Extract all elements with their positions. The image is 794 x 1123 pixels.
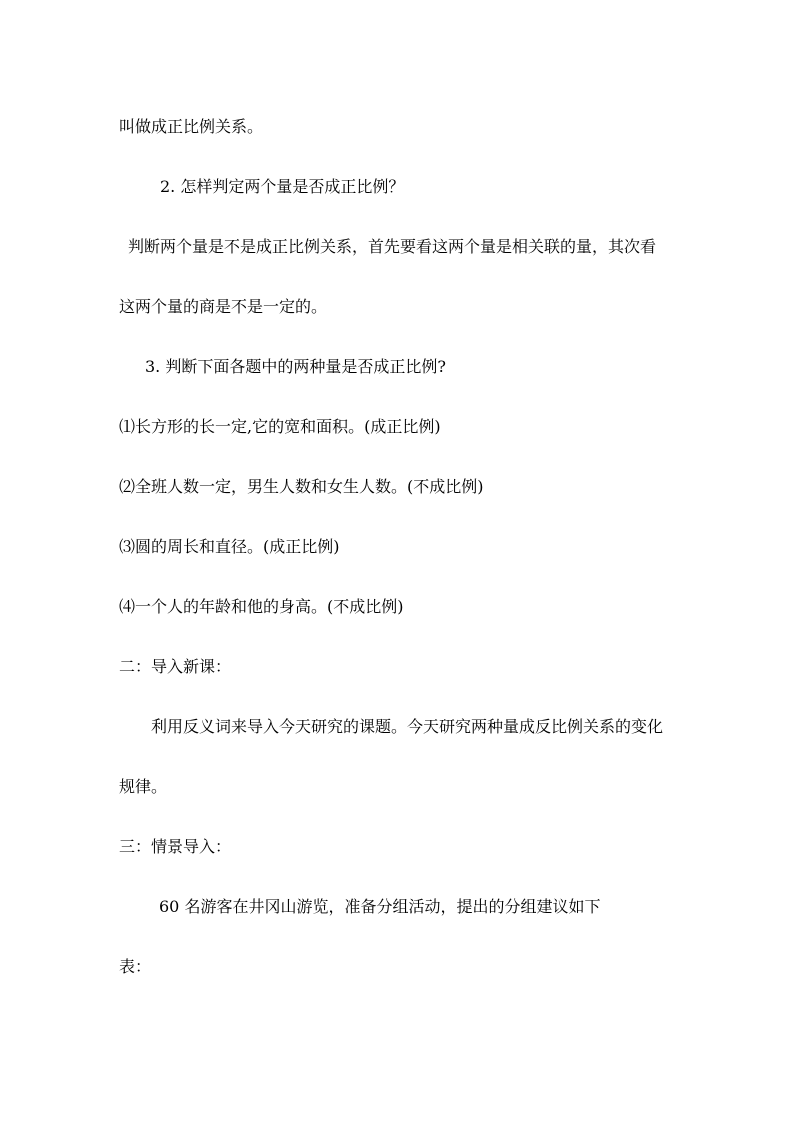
item-4: ⑷一个人的年龄和他的身高。(不成比例) — [119, 597, 404, 616]
item-1: ⑴长方形的长一定,它的宽和面积。(成正比例) — [119, 417, 441, 436]
answer-2-line-2: 这两个量的商是不是一定的。 — [119, 297, 328, 316]
paragraph-intro-line-2: 规律。 — [119, 777, 168, 796]
item-3: ⑶圆的周长和直径。(成正比例) — [119, 537, 340, 556]
paragraph-intro-line-1: 利用反义词来导入今天研究的课题。今天研究两种量成反比例关系的变化 — [151, 717, 664, 736]
item-2: ⑵全班人数一定，男生人数和女生人数。(不成比例) — [119, 477, 484, 496]
text-line-1: 叫做成正比例关系。 — [119, 117, 264, 136]
answer-2-line-1: 判断两个量是不是成正比例关系，首先要看这两个量是相关联的量，其次看 — [128, 237, 657, 256]
section-heading-2: 二：导入新课： — [119, 657, 232, 676]
scenario-line-1: 60 名游客在井冈山游览，准备分组活动，提出的分组建议如下 — [159, 897, 601, 916]
scenario-line-2: 表： — [119, 957, 152, 976]
question-3: 3. 判断下面各题中的两种量是否成正比例? — [145, 357, 446, 376]
question-2: 2. 怎样判定两个量是否成正比例？ — [160, 177, 405, 196]
section-heading-3: 三：情景导入： — [119, 837, 232, 856]
